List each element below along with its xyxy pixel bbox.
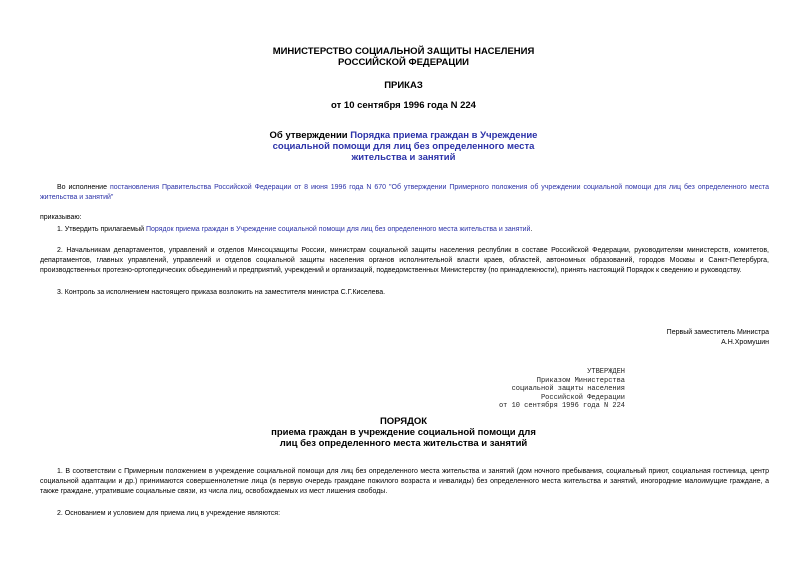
procedure-subtitle-2: лиц без определенного места жительства и занятий (279, 438, 528, 449)
title-link-line-1[interactable]: Порядка приема граждан в Учреждение (350, 130, 538, 141)
preamble (40, 183, 769, 203)
approval-line-3: социальной защиты населения (511, 385, 625, 394)
document-date-number: от 10 сентября 1996 года N 224 (331, 100, 476, 111)
procedure-paragraph-1: 1. В соответствии с Примерным положением в учреждение социальной помощи для лиц без определенного места жительства и занятий (дом ночного пребывания, социальный приют, социальная гостиница, центр социальной адаптации и др.) принимаются совершеннолетние лица (в первую очередь граждане пожилого возраста и инвалиды) без определенного места жительства и занятий, иногородние малоимущие граждане, а также граждане, утратившие социальные связи, из числа лиц, освобождаемых из мест лишения свободы. (40, 468, 769, 495)
procedure-title: ПОРЯДОК (379, 416, 428, 427)
item-1-suffix: . (530, 226, 533, 233)
document-header (0, 46, 807, 68)
procedure-paragraph-2: 2. Основанием и условием для приема лиц в учреждение являются: (57, 510, 281, 517)
order-word: приказываю: (40, 214, 82, 221)
approval-line-1: УТВЕРЖДЕН (587, 368, 625, 376)
signature-block (500, 328, 769, 348)
procedure-subtitle-1: приема граждан в учреждение социальной помощи для (271, 427, 536, 438)
signature-name: А.Н.Хромушин (721, 339, 769, 346)
order-item-1 (40, 225, 769, 235)
ministry-line-2: РОССИЙСКОЙ ФЕДЕРАЦИИ (337, 57, 469, 68)
order-item-2: 2. Начальникам департаментов, управлений и отделов Минсоцзащиты России, министрам социальной защиты населения республик в составе Российской Федерации, руководителям министерств, комитетов, департаментов, главных управлений, управлений и отделов социальной защиты населения органов исполнительной власти краев, областей, автономных образований, городов Москвы и Санкт-Петербурга, производственных протезно-ортопедических объединений и предприятий, учреждений и организаций, подведомственных Министерству (по принадлежности), принять настоящий Порядок к сведению и руководству. (40, 247, 769, 274)
approval-line-5: от 10 сентября 1996 года N 224 (498, 402, 625, 411)
title-link-line-3[interactable]: жительства и занятий (351, 152, 456, 163)
approval-line-2: Приказом Министерства (536, 376, 625, 385)
item-1-prefix: 1. Утвердить прилагаемый (57, 226, 146, 233)
document-title (0, 130, 807, 163)
approval-block (450, 368, 625, 411)
document-type: ПРИКАЗ (384, 80, 423, 91)
signature-position: Первый заместитель Министра (666, 329, 769, 336)
order-item-3: 3. Контроль за исполнением настоящего приказа возложить на заместителя министра С.Г.Киселева. (57, 289, 386, 296)
title-prefix: Об утверждении (269, 130, 351, 141)
preamble-prefix: Во исполнение (57, 184, 110, 191)
procedure-heading (0, 416, 807, 449)
ministry-line-1: МИНИСТЕРСТВО СОЦИАЛЬНОЙ ЗАЩИТЫ НАСЕЛЕНИЯ (272, 46, 535, 57)
item-1-procedure-link[interactable]: Порядок приема граждан в Учреждение социальной помощи для лиц без определенного места жительства и занятий (145, 226, 531, 233)
preamble-decree-link[interactable]: постановления Правительства Российской Федерации от 8 июня 1996 года N 670 "Об утверждении Примерного положения об учреждении социальной помощи для лиц без определенного места жительства и занятий" (40, 184, 769, 201)
approval-line-4: Российской Федерации (540, 393, 625, 402)
title-link-line-2[interactable]: социальной помощи для лиц без определенного места (272, 141, 535, 152)
